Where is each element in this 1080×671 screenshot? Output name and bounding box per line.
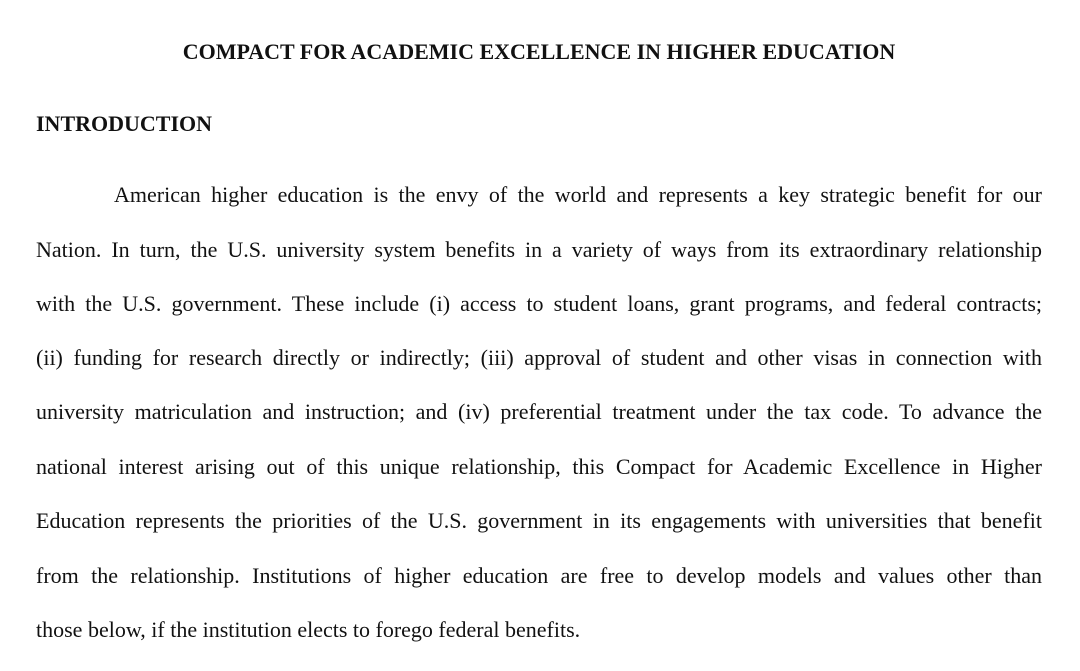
document-title: COMPACT FOR ACADEMIC EXCELLENCE IN HIGHER EDUCATION	[182, 39, 896, 64]
section-heading-introduction: INTRODUCTION	[36, 111, 213, 136]
paragraph-line: those below, if the institution elects to forego federal benefits.	[36, 617, 581, 642]
paragraph-line: Education represents the priorities of the U.S. government in its engagements with universities that benefit	[36, 508, 1042, 533]
paragraph-line: with the U.S. government. These include (i) access to student loans, grant programs, and federal contracts;	[36, 291, 1042, 316]
paragraph-line: national interest arising out of this unique relationship, this Compact for Academic Excellence in Higher	[36, 454, 1042, 479]
paragraph-line: Nation. In turn, the U.S. university system benefits in a variety of ways from its extraordinary relationship	[36, 237, 1042, 262]
paragraph-line: American higher education is the envy of the world and represents a key strategic benefit for our	[114, 182, 1042, 207]
paragraph-line: university matriculation and instruction; and (iv) preferential treatment under the tax code. To advance the	[36, 399, 1042, 424]
paragraph-line: (ii) funding for research directly or indirectly; (iii) approval of student and other visas in connection with	[36, 345, 1042, 370]
paragraph-line: from the relationship. Institutions of higher education are free to develop models and values other than	[36, 563, 1042, 588]
